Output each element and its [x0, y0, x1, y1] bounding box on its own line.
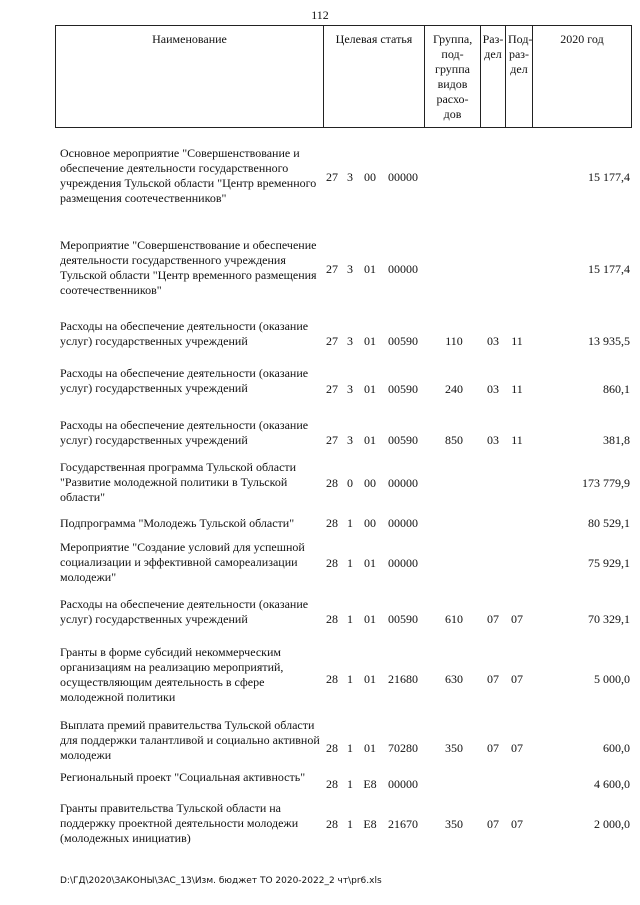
podrazdel-code: 07	[511, 672, 523, 686]
target-direction: 00000	[388, 556, 418, 570]
amount-2020: 860,1	[603, 382, 630, 396]
target-program: 27	[326, 433, 338, 447]
amount-2020: 600,0	[603, 741, 630, 755]
target-event: 01	[364, 612, 376, 626]
razdel-code: 07	[487, 672, 499, 686]
header-group	[424, 25, 480, 128]
target-subprogram: 1	[347, 516, 353, 530]
target-event: 01	[364, 433, 376, 447]
target-program: 28	[326, 516, 338, 530]
target-program: 27	[326, 170, 338, 184]
header-name	[55, 25, 323, 128]
podrazdel-code: 07	[511, 612, 523, 626]
amount-2020: 80 529,1	[588, 516, 630, 530]
row-name: Гранты в форме субсидий некоммерческим организациям на реализацию мероприятий, осуществляющим деятельность в сфере молодежной политики	[60, 645, 284, 704]
target-direction: 21670	[388, 817, 418, 831]
expense-group: 850	[445, 433, 463, 447]
amount-2020: 2 000,0	[594, 817, 630, 831]
header-podrazdel-label: Под- раз- дел	[508, 32, 533, 76]
target-subprogram: 1	[347, 612, 353, 626]
target-program: 27	[326, 334, 338, 348]
header-target-label: Целевая статья	[335, 32, 413, 46]
target-subprogram: 3	[347, 433, 353, 447]
target-program: 28	[326, 612, 338, 626]
target-direction: 00590	[388, 433, 418, 447]
row-name: Мероприятие "Совершенствование и обеспечение деятельности государственного учреждения Тульской области "Центр временного размещения соотечественников"	[60, 238, 317, 297]
expense-group: 630	[445, 672, 463, 686]
target-event: 00	[364, 170, 376, 184]
target-subprogram: 3	[347, 170, 353, 184]
expense-group: 610	[445, 612, 463, 626]
target-event: 00	[364, 476, 376, 490]
amount-2020: 15 177,4	[588, 170, 630, 184]
amount-2020: 5 000,0	[594, 672, 630, 686]
row-name: Расходы на обеспечение деятельности (оказание услуг) государственных учреждений	[60, 418, 309, 447]
podrazdel-code: 11	[511, 334, 523, 348]
razdel-code: 03	[487, 433, 499, 447]
target-program: 28	[326, 741, 338, 755]
expense-group: 240	[445, 382, 463, 396]
target-subprogram: 1	[347, 777, 353, 791]
header-group-label: Группа, под- группа видов расхо- дов	[433, 32, 473, 121]
target-event: 01	[364, 741, 376, 755]
header-target	[323, 25, 424, 128]
header-podrazdel	[505, 25, 532, 128]
target-direction: 00000	[388, 476, 418, 490]
razdel-code: 07	[487, 817, 499, 831]
target-event: E8	[363, 817, 377, 831]
target-event: 01	[364, 334, 376, 348]
header-razdel-label: Раз- дел	[482, 32, 504, 61]
header-year	[532, 25, 632, 128]
target-direction: 00000	[388, 262, 418, 276]
target-subprogram: 3	[347, 382, 353, 396]
target-direction: 00590	[388, 612, 418, 626]
target-event: 00	[364, 516, 376, 530]
header-name-label: Наименование	[152, 32, 227, 46]
target-subprogram: 0	[347, 476, 353, 490]
target-program: 28	[326, 777, 338, 791]
target-program: 28	[326, 476, 338, 490]
row-name: Расходы на обеспечение деятельности (оказание услуг) государственных учреждений	[60, 319, 309, 348]
target-subprogram: 1	[347, 672, 353, 686]
row-name: Государственная программа Тульской области "Развитие молодежной политики в Тульской области"	[60, 460, 297, 504]
row-name: Расходы на обеспечение деятельности (оказание услуг) государственных учреждений	[60, 366, 309, 395]
amount-2020: 70 329,1	[588, 612, 630, 626]
row-name: Мероприятие "Создание условий для успешной социализации и эффективной самореализации молодежи"	[60, 540, 305, 584]
target-program: 27	[326, 262, 338, 276]
target-event: 01	[364, 382, 376, 396]
target-event: 01	[364, 672, 376, 686]
target-direction: 00000	[388, 170, 418, 184]
amount-2020: 381,8	[603, 433, 630, 447]
expense-group: 350	[445, 817, 463, 831]
row-name: Гранты правительства Тульской области на поддержку проектной деятельности молодежи (молодежных инициатив)	[60, 801, 299, 845]
podrazdel-code: 07	[511, 817, 523, 831]
amount-2020: 15 177,4	[588, 262, 630, 276]
podrazdel-code: 11	[511, 433, 523, 447]
page-number: 112	[311, 8, 329, 22]
razdel-code: 03	[487, 382, 499, 396]
target-direction: 00590	[388, 382, 418, 396]
expense-group: 110	[445, 334, 463, 348]
header-year-label: 2020 год	[560, 32, 604, 46]
razdel-code: 07	[487, 612, 499, 626]
razdel-code: 07	[487, 741, 499, 755]
target-direction: 21680	[388, 672, 418, 686]
target-subprogram: 1	[347, 556, 353, 570]
amount-2020: 4 600,0	[594, 777, 630, 791]
amount-2020: 75 929,1	[588, 556, 630, 570]
target-program: 27	[326, 382, 338, 396]
razdel-code: 03	[487, 334, 499, 348]
header-razdel	[480, 25, 505, 128]
amount-2020: 13 935,5	[588, 334, 630, 348]
row-name: Подпрограмма "Молодежь Тульской области"	[60, 516, 295, 530]
target-subprogram: 1	[347, 741, 353, 755]
target-subprogram: 3	[347, 262, 353, 276]
row-name: Основное мероприятие "Совершенствование и обеспечение деятельности государственного учреждения Тульской области "Центр временного размещения соотечественников"	[60, 146, 317, 205]
target-direction: 70280	[388, 741, 418, 755]
target-event: 01	[364, 262, 376, 276]
row-name: Расходы на обеспечение деятельности (оказание услуг) государственных учреждений	[60, 597, 309, 626]
target-program: 28	[326, 556, 338, 570]
expense-group: 350	[445, 741, 463, 755]
target-event: E8	[363, 777, 377, 791]
target-subprogram: 1	[347, 817, 353, 831]
target-subprogram: 3	[347, 334, 353, 348]
target-event: 01	[364, 556, 376, 570]
amount-2020: 173 779,9	[582, 476, 630, 490]
target-program: 28	[326, 817, 338, 831]
row-name: Выплата премий правительства Тульской области для поддержки талантливой и социально активной молодежи	[60, 718, 320, 762]
target-direction: 00000	[388, 516, 418, 530]
target-program: 28	[326, 672, 338, 686]
podrazdel-code: 07	[511, 741, 523, 755]
podrazdel-code: 11	[511, 382, 523, 396]
target-direction: 00000	[388, 777, 418, 791]
file-path: D:\ГД\2020\ЗАКОНЫ\ЗАС_13\Изм. бюджет ТО 2020-2022_2 чт\pr6.xls	[60, 876, 382, 886]
row-name: Региональный проект "Социальная активность"	[60, 770, 306, 784]
target-direction: 00590	[388, 334, 418, 348]
